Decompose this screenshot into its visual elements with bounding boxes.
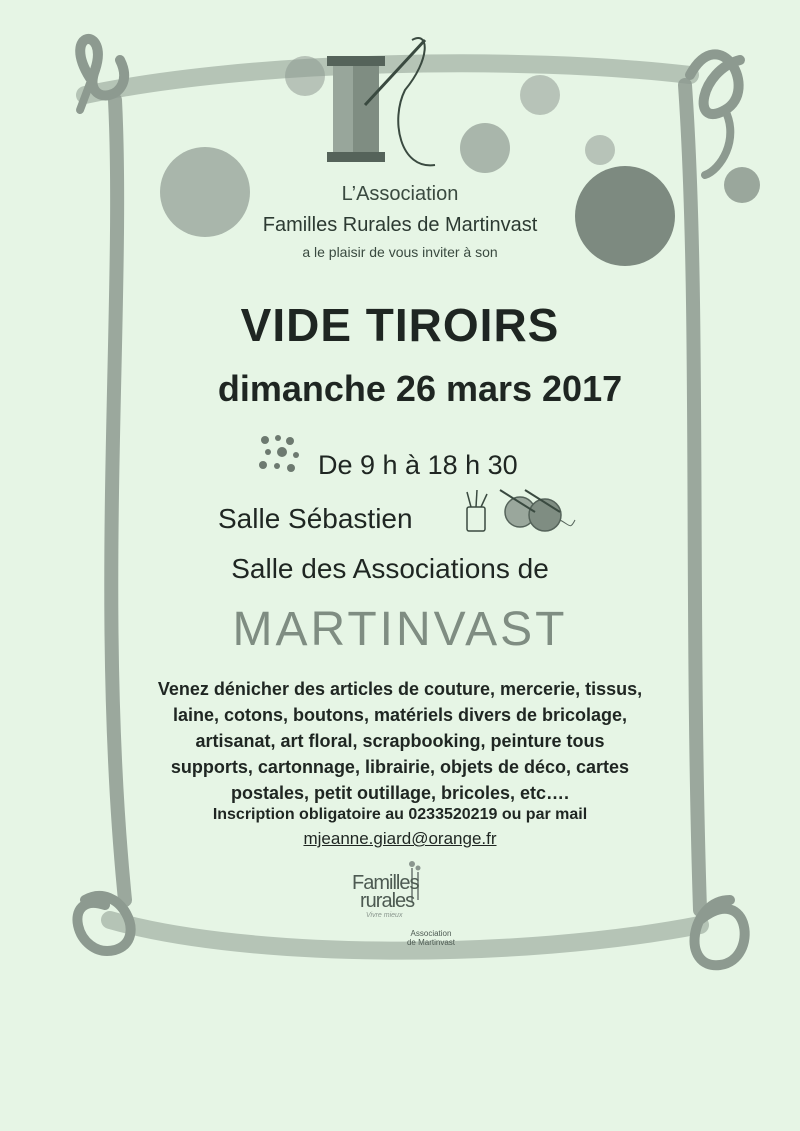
intro-association-name: Familles Rurales de Martinvast [262, 214, 538, 236]
description-line: Venez dénicher des articles de couture, mercerie, tissus, [157, 679, 643, 699]
logo-line-1: Familles [352, 872, 419, 894]
decor-circle [460, 123, 510, 173]
logo-association-town: de Martinvast [406, 938, 456, 947]
event-town: MARTINVAST [232, 603, 568, 656]
logo-association: Association [410, 929, 452, 938]
event-description [120, 676, 680, 806]
description-line: postales, petit outillage, bricoles, etc…. [230, 783, 570, 803]
decor-circle [585, 135, 615, 165]
event-hours: De 9 h à 18 h 30 [318, 450, 518, 480]
intro-association: L’Association [341, 183, 459, 205]
description-line: laine, cotons, boutons, matériels divers de bricolage, [172, 705, 628, 725]
description-line: artisanat, art floral, scrapbooking, peinture tous [195, 731, 605, 751]
event-venue-1: Salle Sébastien [218, 503, 413, 534]
contact-email-link[interactable]: mjeanne.giard@orange.fr [303, 829, 497, 848]
buttons-icon [259, 435, 299, 472]
decor-circle [520, 75, 560, 115]
intro-invitation: a le plaisir de vous inviter à son [302, 244, 498, 260]
yarn-balls-icon [500, 490, 575, 531]
registration-info: Inscription obligatoire au 0233520219 ou par mail [212, 806, 588, 823]
logo-line-2: rurales [360, 890, 415, 912]
description-line: supports, cartonnage, librairie, objets de déco, cartes [170, 757, 630, 777]
event-venue-2: Salle des Associations de [231, 553, 549, 584]
event-date: dimanche 26 mars 2017 [217, 368, 623, 409]
pencil-cup-icon [467, 490, 487, 531]
logo-tagline: Vivre mieux [366, 912, 403, 919]
families-rurales-logo [352, 874, 472, 947]
event-title: VIDE TIROIRS [240, 299, 560, 351]
